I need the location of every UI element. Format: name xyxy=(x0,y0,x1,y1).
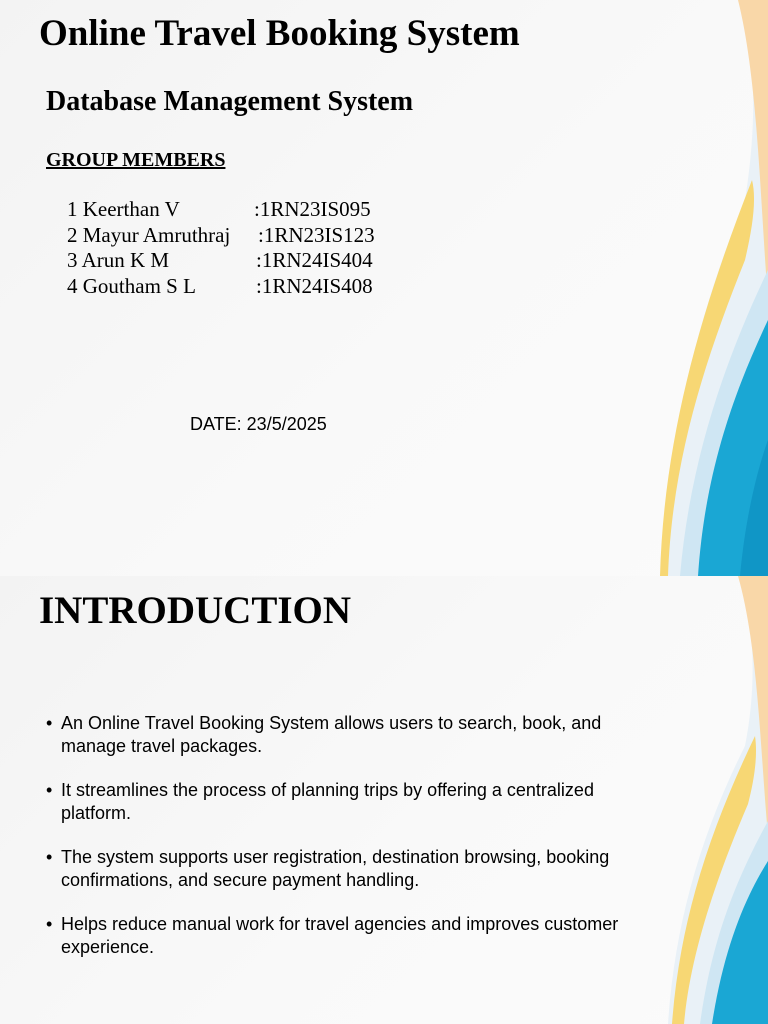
slide-title-heading: Online Travel Booking System xyxy=(39,13,520,54)
presentation-date: DATE: 23/5/2025 xyxy=(190,414,327,434)
course-subtitle: Database Management System xyxy=(46,86,414,117)
bullet-text: Helps reduce manual work for travel agencies and improves customer experience. xyxy=(61,914,619,957)
member-name: 3 Arun K M xyxy=(67,248,170,272)
group-members-heading: GROUP MEMBERS xyxy=(46,149,226,171)
list-item xyxy=(46,712,658,758)
bullet-icon: • xyxy=(46,914,53,934)
slide-introduction xyxy=(0,576,768,1024)
member-usn: :1RN23IS123 xyxy=(258,222,375,247)
bullet-icon: • xyxy=(46,780,53,800)
member-name: 1 Keerthan V xyxy=(67,197,180,221)
bullet-text: An Online Travel Booking System allows users to search, book, and manage travel packages. xyxy=(61,713,602,756)
member-usn: :1RN23IS095 xyxy=(254,197,371,221)
member-usn: :1RN24IS408 xyxy=(256,273,373,298)
bullet-icon: • xyxy=(46,847,53,867)
member-usn: :1RN24IS404 xyxy=(256,248,373,272)
bullet-text: The system supports user registration, destination browsing, booking confirmations, and secure payment handling. xyxy=(61,847,610,890)
introduction-bullet-list xyxy=(46,712,658,980)
list-item xyxy=(46,913,658,959)
bullet-text: It streamlines the process of planning trips by offering a centralized platform. xyxy=(61,780,594,823)
list-item xyxy=(46,779,658,825)
member-name: 2 Mayur Amruthraj xyxy=(67,222,231,247)
bullet-icon: • xyxy=(46,713,53,733)
list-item xyxy=(46,846,658,892)
member-name: 4 Goutham S L xyxy=(67,273,196,298)
introduction-heading: INTRODUCTION xyxy=(39,589,352,632)
